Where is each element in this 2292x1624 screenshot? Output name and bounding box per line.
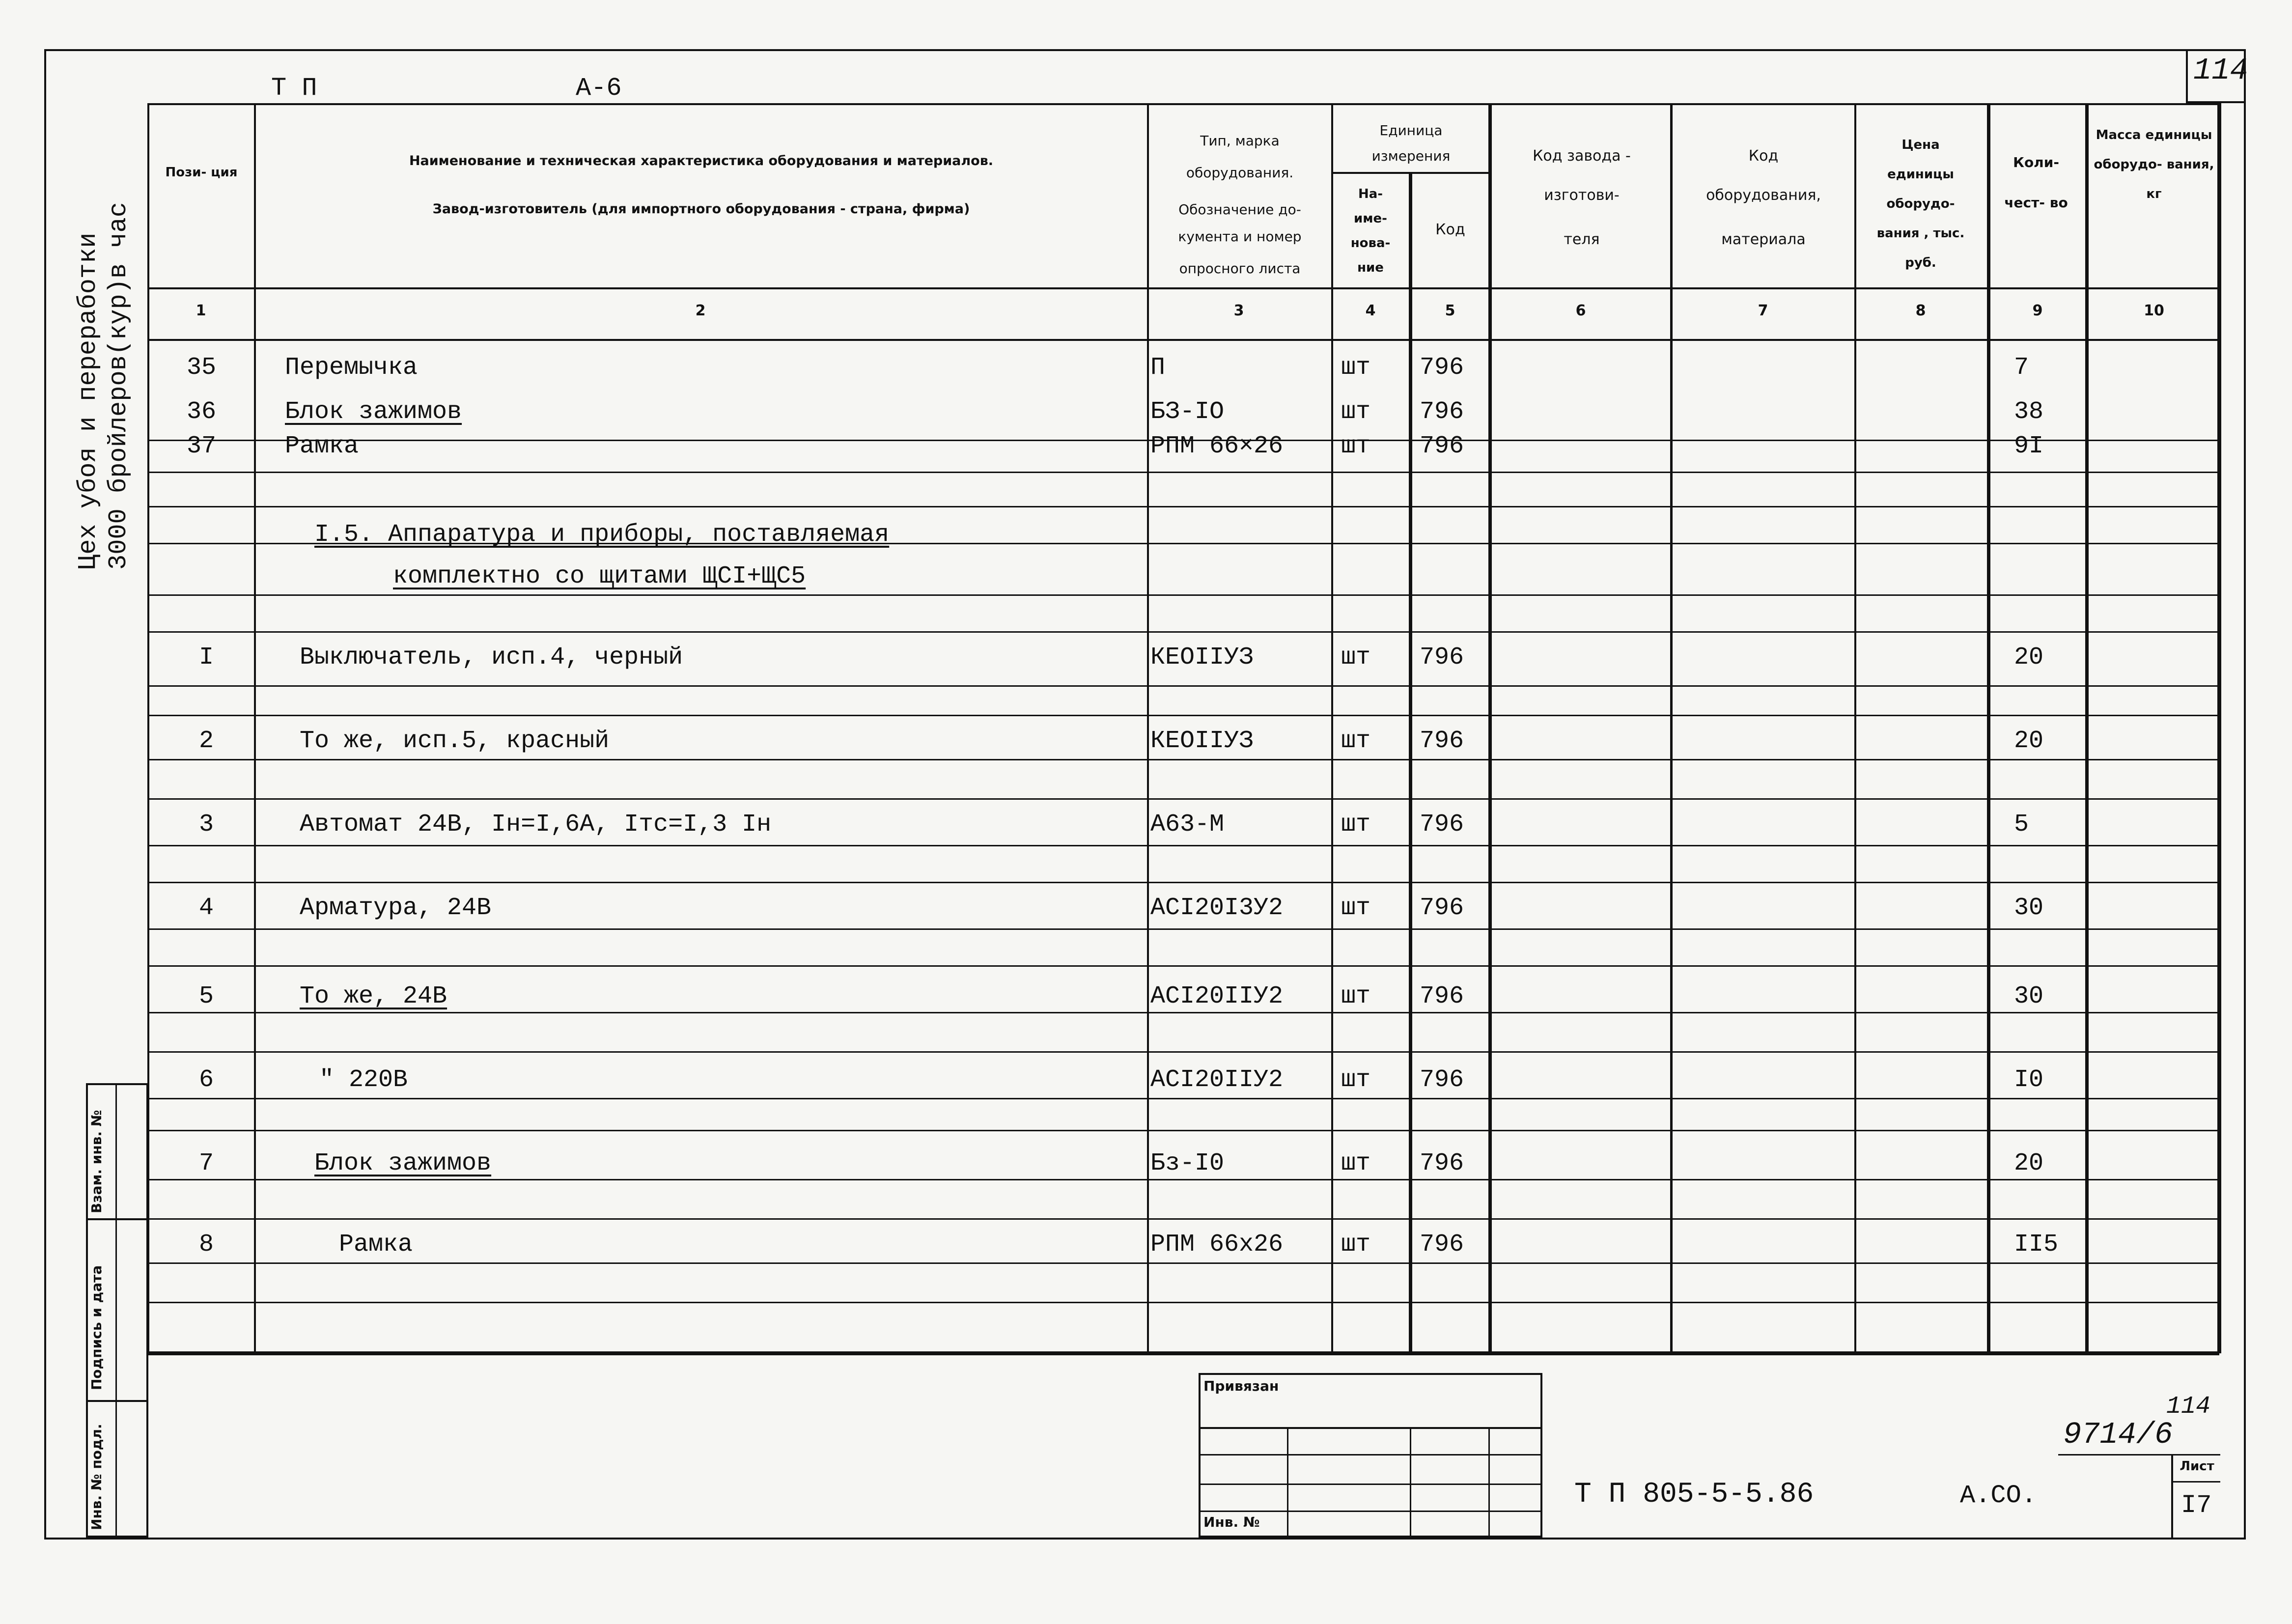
column-number: 5 [1445,302,1455,319]
row-name: То же, 24В [300,982,447,1010]
row-code: 796 [1420,432,1464,460]
stamp-vzam-inv: Взам. инв. № [88,1110,105,1213]
row-type: РПМ 66х26 [1150,1231,1284,1259]
col-header-qty: Коли- чест- во [2004,154,2068,211]
row-qty: 30 [2014,894,2044,922]
row-type: РПМ 66×26 [1150,432,1284,460]
row-code: 796 [1420,811,1464,839]
row-line [147,1130,2219,1131]
row-line [147,506,2219,507]
album-code: А-6 [576,74,622,103]
section-heading-line2: комплектно со щитами ЩСI+ЩС5 [393,562,806,590]
row-line [147,1051,2219,1053]
col-header-type-line2: оборудования. [1186,165,1294,181]
row-line [147,1218,2219,1220]
row-unit: шт [1341,1231,1371,1259]
frame-bottom [44,1538,2246,1540]
frame-right [2244,49,2246,1539]
inv-no-label: Инв. № [1203,1514,1260,1530]
row-line [147,1179,2219,1180]
privyazan-hline-1 [1199,1427,1542,1429]
row-unit: шт [1341,644,1371,672]
col-header-unit-name: На- име- нова- ние [1350,187,1391,275]
row-unit: шт [1341,398,1371,426]
archive-number: 9714/6 [2063,1417,2173,1452]
column-number: 6 [1575,302,1586,319]
row-code: 796 [1420,398,1464,426]
col-header-type-line5: опросного листа [1179,260,1301,277]
row-qty: 9I [2014,432,2044,460]
row-qty: 20 [2014,727,2044,755]
col-header-equip-line2: оборудования, [1706,187,1821,204]
col-header-plant-line3: теля [1564,231,1600,248]
row-line [147,965,2219,967]
corner-page-number: 114 [2193,53,2248,88]
col-header-pos: Пози- ция [165,165,238,180]
row-type: КЕОIIУЗ [1150,727,1254,755]
row-name: Перемычка [285,354,418,382]
row-unit: шт [1341,982,1371,1010]
column-number: 10 [2144,302,2164,319]
row-name: Блок зажимов [285,398,462,426]
privyazan-vline-3 [1488,1427,1490,1538]
row-type: А63-М [1150,811,1225,839]
row-pos: 36 [186,398,216,426]
col-header-price: Цена единицы оборудо- вания , тыс. руб. [1876,138,1965,270]
col-sep-4 [1409,172,1412,1353]
privyazan-label: Привязан [1203,1378,1279,1394]
side-title-line1: Цех убоя и переработки [74,232,103,570]
row-name: То же, исп.5, красный [300,727,610,755]
row-line [147,882,2219,883]
row-qty: 20 [2014,1149,2044,1177]
row-code: 796 [1420,644,1464,672]
stamp-sep-1 [86,1218,148,1220]
row-pos: 8 [198,1231,214,1259]
doc-code: Т П 805-5-5.86 [1574,1479,1814,1511]
row-name: Рамка [285,432,359,460]
column-number: 8 [1915,302,1926,319]
row-unit: шт [1341,811,1371,839]
sheet-box-divider [2171,1481,2220,1483]
row-line [147,798,2219,800]
row-line [147,1262,2219,1264]
row-name: Выключатель, исп.4, черный [300,644,683,672]
stamp-inv-podl: Инв. № подл. [88,1424,105,1530]
row-code: 796 [1420,1149,1464,1177]
privyazan-vline-2 [1410,1427,1411,1538]
row-pos: 5 [198,982,214,1010]
col-sep-2 [1147,103,1149,1353]
row-unit: шт [1341,354,1371,382]
row-line [147,928,2219,930]
col-sep-3 [1331,103,1333,1353]
section-heading-line1: I.5. Аппаратура и приборы, поставляемая [314,521,890,549]
row-code: 796 [1420,727,1464,755]
row-type: АСI20I3У2 [1150,894,1284,922]
row-line [147,631,2219,633]
row-pos: 3 [198,811,214,839]
column-number: 4 [1365,302,1376,319]
stamp-sep-2 [86,1400,148,1402]
col-sep-6 [1670,103,1673,1353]
col-header-mass: Масса единицы оборудо- вания, кг [2094,128,2214,201]
col-sep-7 [1854,103,1856,1353]
colnum-bottom [147,339,2219,341]
row-name: Блок зажимов [314,1149,492,1177]
row-pos: 35 [186,354,216,382]
row-code: 796 [1420,354,1464,382]
row-line [147,594,2219,596]
row-type: КЕОIIУЗ [1150,644,1254,672]
row-code: 796 [1420,1066,1464,1094]
doc-suffix: А.СО. [1960,1481,2037,1510]
column-number: 2 [695,302,706,319]
series-code: Т П [271,74,317,103]
row-name: Рамка [339,1231,413,1259]
privyazan-hline-3 [1199,1484,1542,1485]
row-qty: 7 [2014,354,2029,382]
sheet-number: I7 [2181,1491,2212,1520]
column-number: 7 [1758,302,1768,319]
archive-superscript: 114 [2166,1393,2211,1421]
row-pos: 7 [198,1149,214,1177]
sheet-label: Лист [2180,1459,2214,1474]
section-top-line [147,1353,2219,1355]
row-name: " 220В [319,1066,408,1094]
col-header-name-line2: Завод-изготовитель (для импортного оборудования - страна, фирма) [432,201,970,217]
side-title-line2: 3000 бройлеров(кур)в час [104,202,133,570]
frame-left [44,49,46,1539]
row-pos: 6 [198,1066,214,1094]
col-sep-9 [2085,103,2089,1353]
col-header-plant-line1: Код завода - [1533,147,1631,165]
col-header-plant-line2: изготови- [1544,187,1620,204]
row-code: 796 [1420,894,1464,922]
header-bottom [147,287,2219,289]
row-unit: шт [1341,894,1371,922]
row-pos: 4 [198,894,214,922]
col-header-type-line4: кумента и номер [1178,228,1302,245]
row-type: АСI20IIУ2 [1150,1066,1284,1094]
row-qty: II5 [2014,1231,2059,1259]
row-unit: шт [1341,1066,1371,1094]
col-header-type-line3: Обозначение до- [1178,201,1301,218]
row-qty: 20 [2014,644,2044,672]
row-name: Автомат 24В, Iн=I,6А, Iтс=I,3 Iн [300,811,772,839]
col-header-unit-group: Единица измерения [1371,122,1451,164]
row-line [147,715,2219,716]
table-right-extra [2219,103,2221,1353]
row-type: П [1150,354,1166,382]
stamp-podpis-data: Подпись и дата [88,1265,105,1390]
row-type: БЗ-IО [1150,398,1225,426]
privyazan-hline-2 [1199,1454,1542,1456]
row-qty: 5 [2014,811,2029,839]
row-pos: I [198,644,214,672]
column-number: 1 [196,302,206,319]
row-pos: 37 [186,432,216,460]
row-unit: шт [1341,727,1371,755]
row-line [147,1012,2219,1013]
row-type: АСI20IIУ2 [1150,982,1284,1010]
row-line [147,685,2219,687]
row-qty: I0 [2014,1066,2044,1094]
col-sep-5 [1488,103,1492,1353]
row-line [147,472,2219,473]
row-name: Арматура, 24В [300,894,492,922]
col-header-type-line1: Тип, марка [1200,133,1280,149]
unit-group-line [1331,172,1491,174]
row-line [147,845,2219,846]
col-header-equip-line1: Код [1748,147,1779,165]
privyazan-vline-1 [1287,1427,1288,1538]
row-unit: шт [1341,432,1371,460]
col-header-equip-line3: материала [1721,231,1806,248]
row-line [147,1302,2219,1303]
column-number: 3 [1233,302,1244,319]
row-code: 796 [1420,1231,1464,1259]
row-unit: шт [1341,1149,1371,1177]
row-qty: 38 [2014,398,2044,426]
col-sep-8 [1987,103,1990,1353]
row-type: Бз-I0 [1150,1149,1225,1177]
frame-top [44,49,2245,51]
row-pos: 2 [198,727,214,755]
col-header-unit-code: Код [1435,221,1465,238]
privyazan-hline-4 [1199,1511,1542,1512]
stamp-strip-divider [115,1083,117,1538]
column-number: 9 [2032,302,2043,319]
row-qty: 30 [2014,982,2044,1010]
col-header-name-line1: Наименование и техническая характеристика оборудования и материалов. [409,153,994,168]
row-code: 796 [1420,982,1464,1010]
col-sep-1 [254,103,256,1353]
row-line [147,759,2219,760]
row-line [147,1098,2219,1099]
